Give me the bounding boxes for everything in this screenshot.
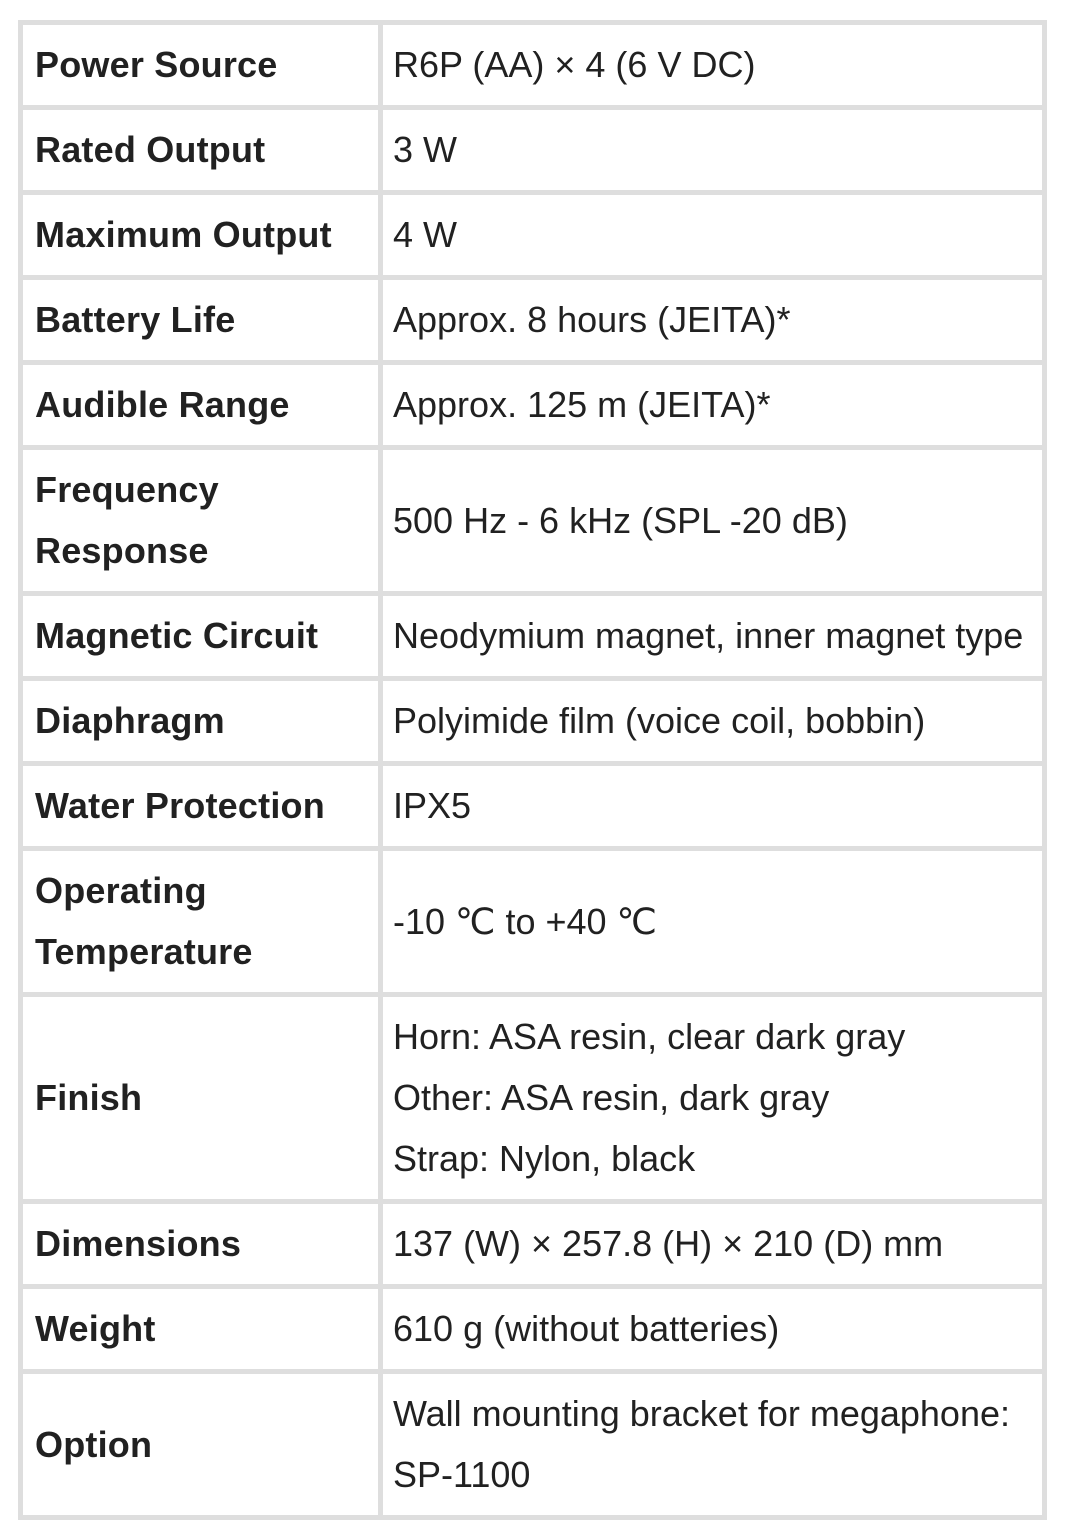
spec-value-line: Strap: Nylon, black [393, 1138, 696, 1179]
spec-label: Option [21, 1372, 381, 1518]
spec-value-line: 500 Hz - 6 kHz (SPL -20 dB) [393, 499, 848, 541]
spec-value-line: Approx. 125 m (JEITA)* [393, 384, 771, 425]
spec-value [381, 1372, 1045, 1518]
spec-row-option [21, 1372, 1045, 1518]
spec-value-line: 137 (W) × 257.8 (H) × 210 (D) mm [393, 1223, 944, 1264]
spec-value [381, 278, 1045, 363]
spec-row-rated-output [21, 108, 1045, 193]
spec-row-water-protection [21, 764, 1045, 849]
spec-value-line: Neodymium magnet, inner magnet type [393, 615, 1024, 656]
spec-row-maximum-output [21, 193, 1045, 278]
spec-row-battery-life [21, 278, 1045, 363]
spec-label: Rated Output [21, 108, 381, 193]
spec-value-line: 4 W [393, 214, 458, 255]
spec-value-line: -10 ℃ to +40 ℃ [393, 900, 657, 942]
spec-value-line: R6P (AA) × 4 (6 V DC) [393, 44, 756, 85]
spec-label: Frequency Response [21, 448, 381, 594]
spec-row-operating-temperature [21, 849, 1045, 995]
spec-label: Magnetic Circuit [21, 594, 381, 679]
spec-label: Weight [21, 1287, 381, 1372]
spec-label: Diaphragm [21, 679, 381, 764]
spec-label: Power Source [21, 23, 381, 108]
spec-label: Operating Temperature [21, 849, 381, 995]
spec-value [381, 193, 1045, 278]
spec-value [381, 23, 1045, 108]
spec-value [381, 679, 1045, 764]
spec-row-weight [21, 1287, 1045, 1372]
spec-value [381, 594, 1045, 679]
spec-value-line: Horn: ASA resin, clear dark gray [393, 1016, 906, 1057]
spec-value-line: Other: ASA resin, dark gray [393, 1077, 830, 1118]
spec-value-line: Approx. 8 hours (JEITA)* [393, 299, 791, 340]
spec-value [381, 995, 1045, 1202]
spec-value-line: IPX5 [393, 785, 472, 826]
spec-value-line: 610 g (without batteries) [393, 1308, 780, 1349]
spec-table-container [18, 20, 1042, 1520]
spec-row-diaphragm [21, 679, 1045, 764]
spec-row-finish [21, 995, 1045, 1202]
spec-label: Audible Range [21, 363, 381, 448]
spec-value [381, 108, 1045, 193]
spec-label: Battery Life [21, 278, 381, 363]
spec-value [381, 849, 1045, 995]
spec-row-dimensions [21, 1202, 1045, 1287]
spec-row-power-source [21, 23, 1045, 108]
spec-value [381, 363, 1045, 448]
spec-value [381, 764, 1045, 849]
spec-value [381, 448, 1045, 594]
spec-row-magnetic-circuit [21, 594, 1045, 679]
spec-value-line: Polyimide film (voice coil, bobbin) [393, 700, 926, 741]
spec-value [381, 1287, 1045, 1372]
spec-table [18, 20, 1047, 1520]
spec-label: Maximum Output [21, 193, 381, 278]
spec-label: Finish [21, 995, 381, 1202]
spec-row-audible-range [21, 363, 1045, 448]
spec-value [381, 1202, 1045, 1287]
spec-value-line: 3 W [393, 129, 458, 170]
spec-row-frequency-response [21, 448, 1045, 594]
spec-value-line: Wall mounting bracket for megaphone: SP-1100 [393, 1393, 1010, 1495]
spec-label: Water Protection [21, 764, 381, 849]
spec-label: Dimensions [21, 1202, 381, 1287]
